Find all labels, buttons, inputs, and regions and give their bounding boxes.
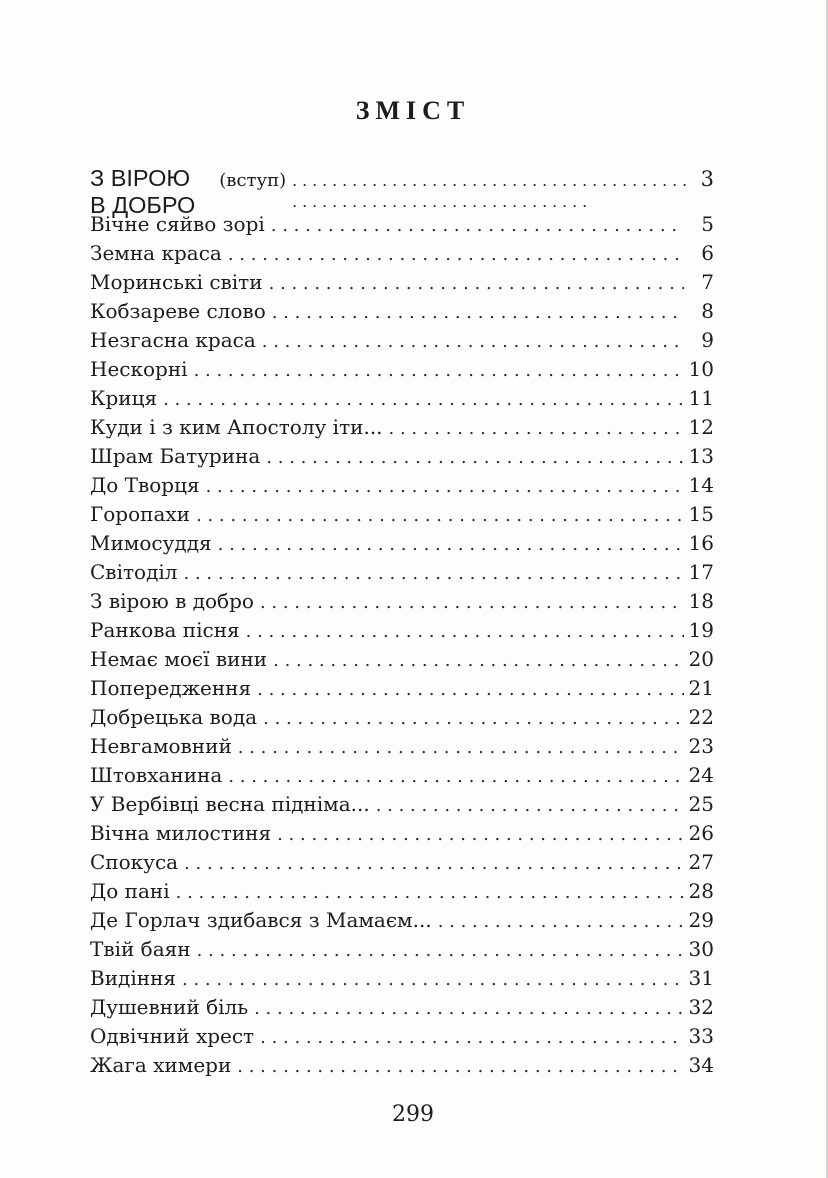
toc-entry: [90, 239, 714, 268]
toc-entry-title: Земна краса: [90, 241, 222, 265]
toc-entry: [90, 587, 714, 616]
toc-entry: [90, 935, 714, 964]
toc-entry-title: Невгамовний: [90, 734, 232, 758]
dot-leader: [183, 559, 684, 588]
toc-entry-page: 12: [688, 415, 714, 439]
dot-leader: [260, 1023, 684, 1052]
dot-leader: [271, 211, 684, 240]
toc-entry: [90, 297, 714, 326]
toc-entry-page: 8: [701, 299, 714, 323]
toc-entry: [90, 471, 714, 500]
toc-intro-page: 3: [700, 167, 714, 191]
toc-entry-title: Де Горлач здибався з Мамаєм...: [90, 908, 432, 932]
dot-leader: [260, 588, 684, 617]
toc-entry-page: 28: [688, 879, 714, 903]
toc-entry-page: 18: [688, 589, 714, 613]
toc-entry: [90, 732, 714, 761]
toc-entry-page: 9: [701, 328, 714, 352]
toc-entry-title: Твій баян: [90, 937, 191, 961]
toc-entry-page: 33: [688, 1024, 714, 1048]
dot-leader: [218, 530, 684, 559]
toc-entry: [90, 529, 714, 558]
dot-leader: [389, 414, 684, 443]
dot-leader: [237, 1052, 684, 1081]
toc-entry: [90, 442, 714, 471]
toc-entry-title: Немає моєї вини: [90, 647, 268, 671]
toc-entry-title: Криця: [90, 386, 158, 410]
toc-entry-title: Ранкова пісня: [90, 618, 240, 642]
page-number: 299: [392, 1102, 434, 1127]
toc-entry-title: Душевний біль: [90, 995, 249, 1019]
toc-entry-title: Горопахи: [90, 502, 190, 526]
dot-leader: [228, 762, 684, 791]
toc-entry-title: Штовханина: [90, 763, 223, 787]
dot-leader: [272, 298, 684, 327]
toc-entry-page: 11: [688, 386, 714, 410]
toc-entry-page: 15: [688, 502, 714, 526]
toc-entry: [90, 906, 714, 935]
toc-entry-title: Моринські світи: [90, 270, 263, 294]
dot-leader: [246, 617, 684, 646]
toc-entry-page: 17: [688, 560, 714, 584]
dot-leader: [194, 356, 684, 385]
toc-entry-page: 16: [688, 531, 714, 555]
toc-entry-page: 34: [688, 1053, 714, 1077]
toc-entry: [90, 326, 714, 355]
toc-entry-page: 22: [688, 705, 714, 729]
toc-entry-page: 26: [688, 821, 714, 845]
dot-leader: [277, 820, 684, 849]
toc-entry-title: Нескорні: [90, 357, 188, 381]
toc-entry-title: У Вербівці весна підніма...: [90, 792, 370, 816]
toc-entry: [90, 877, 714, 906]
toc-entry-title: До Творця: [90, 473, 200, 497]
dot-leader: [438, 907, 684, 936]
toc-entry-page: 20: [688, 647, 714, 671]
toc-entry-page: 24: [688, 763, 714, 787]
toc-entry-page: 25: [688, 792, 714, 816]
toc-intro-entry: [90, 165, 714, 218]
dot-leader: [163, 385, 684, 414]
toc-entry: [90, 413, 714, 442]
page-title: ЗМІСТ: [355, 96, 471, 125]
toc-entry-title: Жага химери: [90, 1053, 232, 1077]
toc-entry: [90, 500, 714, 529]
toc-entry-title: Спокуса: [90, 850, 179, 874]
toc-entry-page: 7: [701, 270, 714, 294]
dot-leader: [262, 327, 684, 356]
toc-entry-page: 31: [688, 966, 714, 990]
dot-leader: [376, 791, 684, 820]
toc-entry-page: 32: [688, 995, 714, 1019]
toc-entry-page: 19: [688, 618, 714, 642]
dot-leader: [197, 936, 684, 965]
toc-entry-title: Одвічний хрест: [90, 1024, 255, 1048]
dot-leader: [273, 646, 684, 675]
toc-entry: [90, 819, 714, 848]
dot-leader: [184, 849, 684, 878]
toc-entry: [90, 848, 714, 877]
toc-entry-page: 14: [688, 473, 714, 497]
toc-entry-title: Попередження: [90, 676, 252, 700]
toc-entry-page: 10: [688, 357, 714, 381]
toc-entry: [90, 761, 714, 790]
toc-entry-page: 23: [688, 734, 714, 758]
toc-entry-title: Видіння: [90, 966, 177, 990]
toc-entry: [90, 558, 714, 587]
toc-entry-title: До пані: [90, 879, 170, 903]
dot-leader: [254, 994, 684, 1023]
toc-entry-title: Шрам Батурина: [90, 444, 261, 468]
toc-entry-title: Кобзареве слово: [90, 299, 266, 323]
toc-entry: [90, 674, 714, 703]
toc-entry: [90, 616, 714, 645]
toc-entry-page: 21: [688, 676, 714, 700]
toc-entry-page: 6: [701, 241, 714, 265]
toc-entry-title: Вічне сяйво зорі: [90, 212, 265, 236]
dot-leader: [263, 704, 684, 733]
dot-leader: [228, 240, 684, 269]
toc-entry: [90, 790, 714, 819]
toc-entry: [90, 964, 714, 993]
dot-leader: [176, 878, 684, 907]
toc-entry-page: 27: [688, 850, 714, 874]
dot-leader: [292, 170, 690, 212]
toc-entry: [90, 384, 714, 413]
dot-leader: [182, 965, 684, 994]
toc-entry: [90, 355, 714, 384]
toc-entry-title: З вірою в добро: [90, 589, 254, 613]
toc-entry: [90, 210, 714, 239]
toc-entry-title: Куди і з ким Апостолу іти...: [90, 415, 383, 439]
toc-entry-page: 30: [688, 937, 714, 961]
toc-entry: [90, 645, 714, 674]
toc-entry-title: Мимосуддя: [90, 531, 212, 555]
table-of-contents: [90, 210, 714, 1080]
dot-leader: [257, 675, 684, 704]
toc-entry-page: 29: [688, 908, 714, 932]
toc-entry-page: 13: [688, 444, 714, 468]
toc-intro-subtitle: (вступ): [219, 170, 287, 191]
toc-entry: [90, 268, 714, 297]
toc-entry: [90, 1051, 714, 1080]
dot-leader: [266, 443, 684, 472]
toc-intro-label: З ВІРОЮ В ДОБРО: [90, 165, 196, 218]
dot-leader: [196, 501, 684, 530]
dot-leader: [269, 269, 684, 298]
toc-entry-page: 5: [701, 212, 714, 236]
toc-entry-title: Світоділ: [90, 560, 178, 584]
dot-leader: [238, 733, 684, 762]
toc-entry-title: Добрецька вода: [90, 705, 258, 729]
dot-leader: [206, 472, 684, 501]
toc-entry: [90, 993, 714, 1022]
toc-entry-title: Незгасна краса: [90, 328, 256, 352]
toc-entry-title: Вічна милостиня: [90, 821, 272, 845]
toc-entry: [90, 703, 714, 732]
toc-entry: [90, 1022, 714, 1051]
